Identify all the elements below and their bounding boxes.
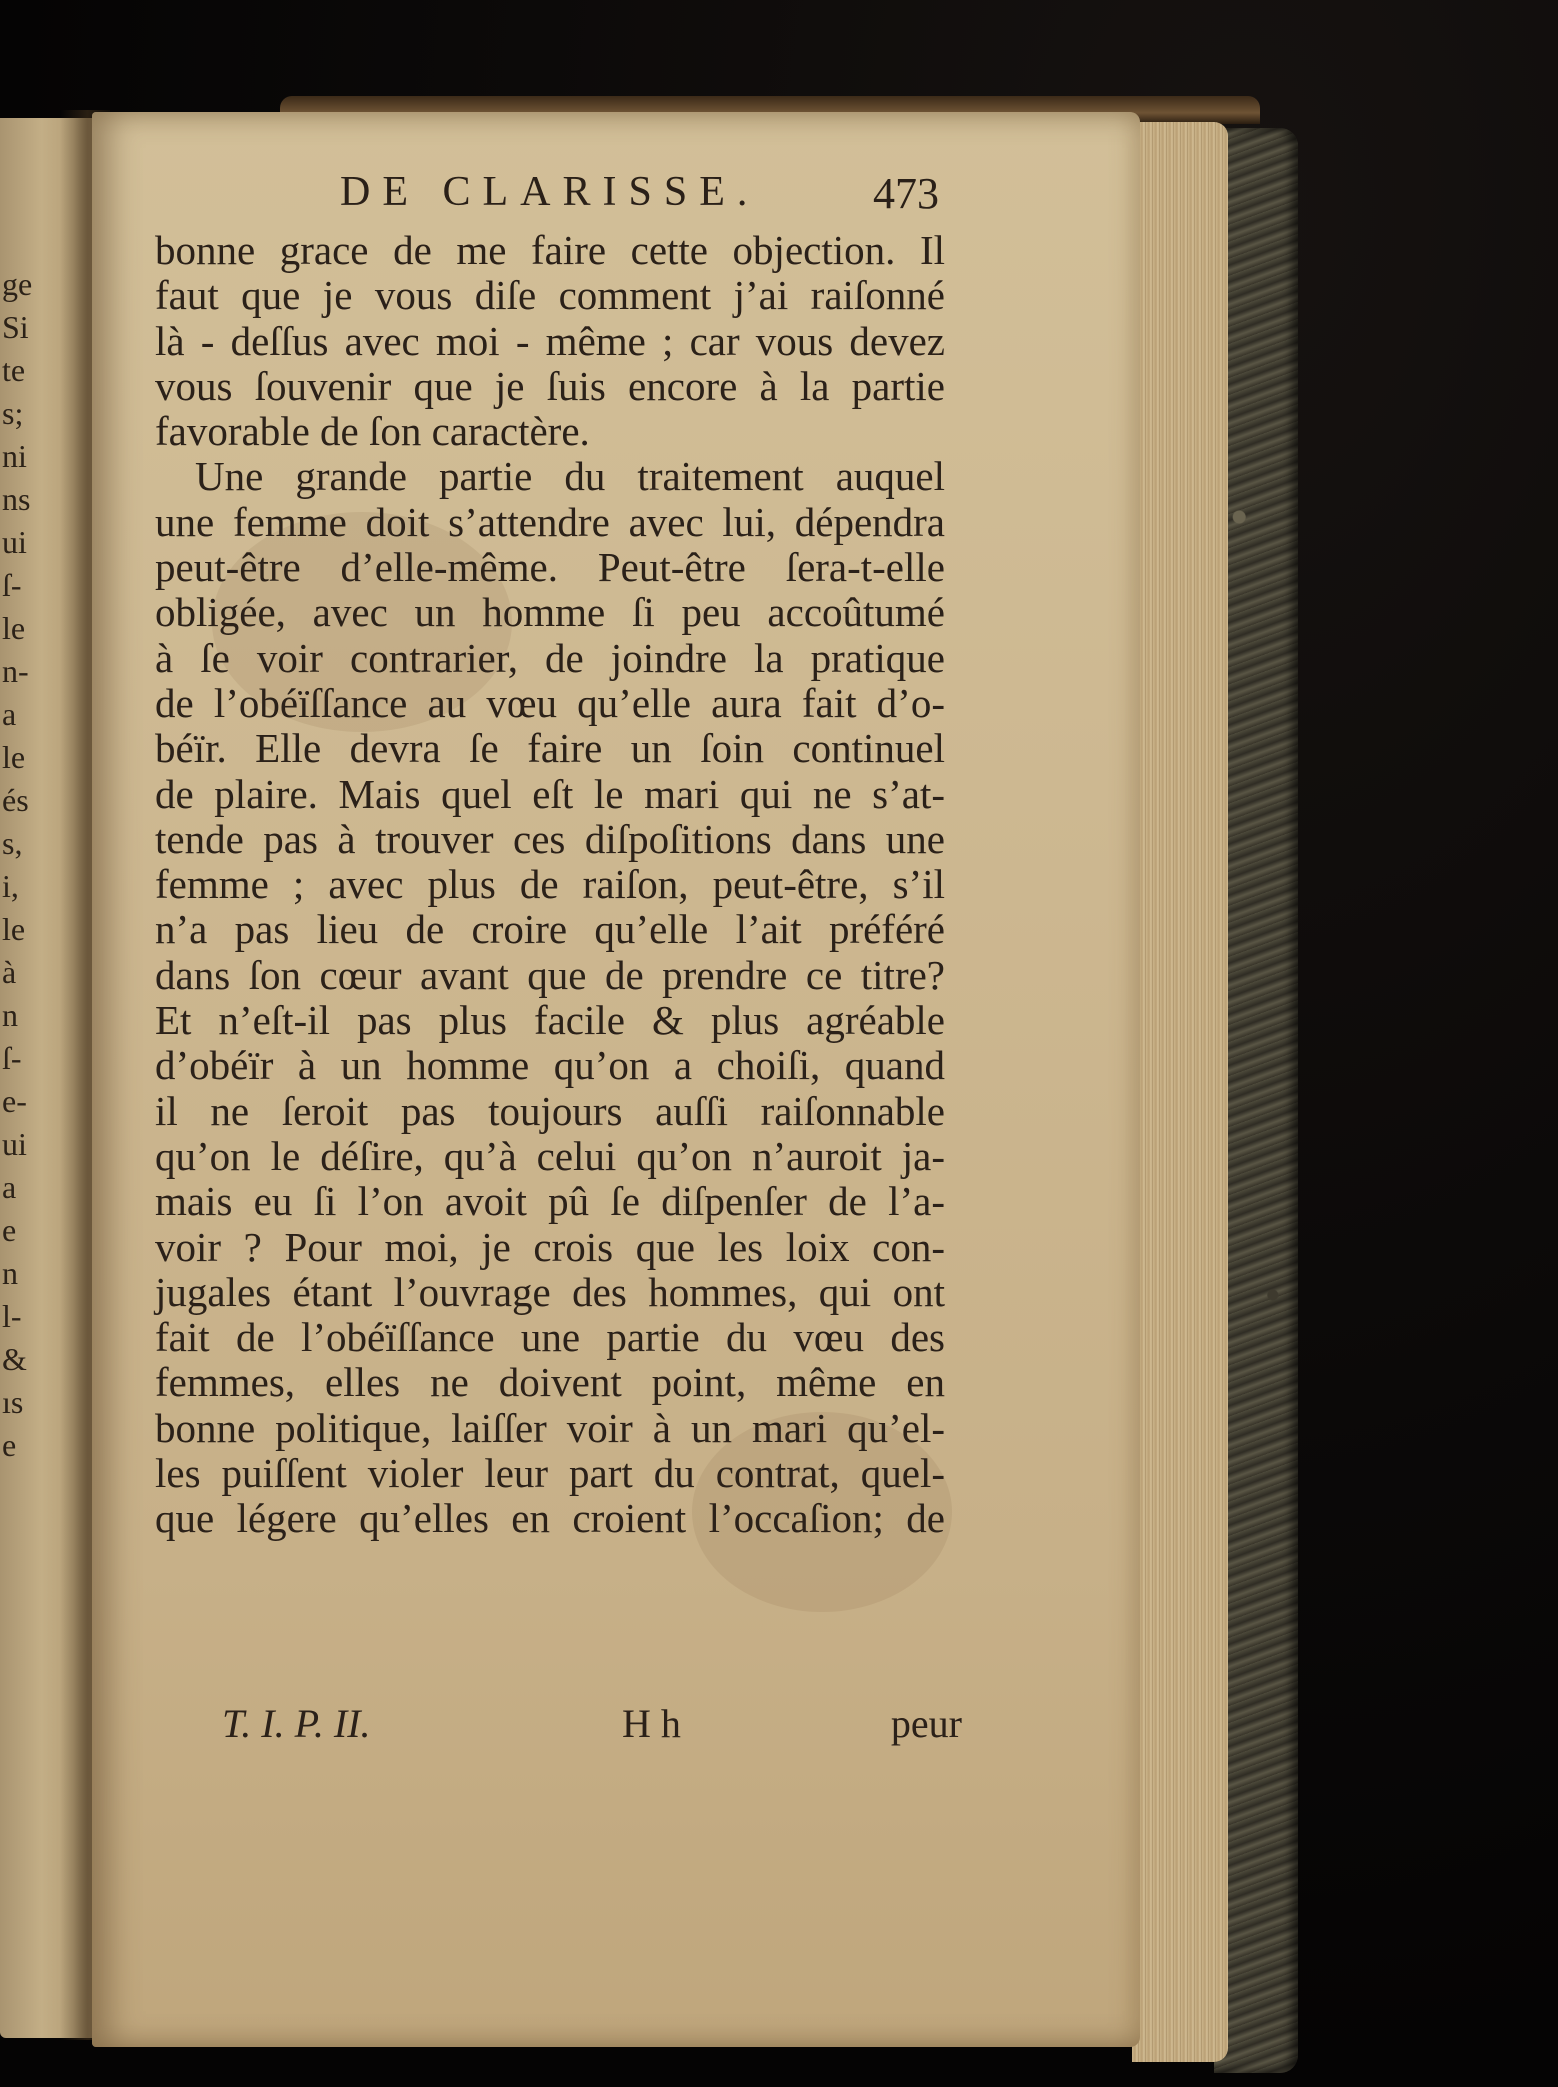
left-page-fragment: le [2,911,26,947]
left-page-fragment: e [2,1212,17,1248]
text-line: femme ; avec plus de raiſon, peut-être, s’il [155,861,945,908]
left-page-fragment: s, [2,825,23,861]
text-line: béïr. Elle devra ſe faire un ſoin continuel [155,725,945,772]
text-line: dans ſon cœur avant que de prendre ce titre? [155,951,945,998]
text-line: n’a pas lieu de croire qu’elle l’ait préféré [155,906,945,953]
left-page-fragment: ıs [2,1384,24,1420]
left-page-fragment: & [2,1341,27,1377]
text-line: bonne grace de me faire cette objection. Il [155,227,945,273]
text-line: les puiſſent violer leur part du contrat, quel- [155,1450,945,1497]
left-page-fragment: e [2,1427,17,1463]
left-page-fragment: i, [2,868,19,904]
text-line: que légere qu’elles en croient l’occaſion; de [155,1495,945,1542]
text-line: là - deſſus avec moi - même ; car vous devez [155,317,945,364]
left-page-fragment: n [2,1255,18,1291]
catchword: peur [890,1701,962,1746]
text-line: qu’on le déſire, qu’à celui qu’on n’auroit ja- [155,1132,945,1179]
text-line: vous ſouvenir que je ſuis encore à la partie [155,362,945,409]
text-line: Une grande partie du traitement auquel [195,453,945,500]
text-line: voir ? Pour moi, je crois que les loix con- [155,1223,945,1270]
left-page-fragment: n- [2,653,29,689]
left-page-fragment: te [2,352,26,388]
text-line: de plaire. Mais quel eſt le mari qui ne s’at- [155,770,945,817]
left-page-fragment: ſ- [2,567,22,603]
left-page-fragment: le [2,610,26,646]
text-line: obligée, avec un homme ſi peu accoûtumé [155,589,945,636]
left-page-fragment: le [2,739,26,775]
text-line: peut-être d’elle-même. Peut-être ſera-t-elle [155,544,945,591]
gathering-mark: H h [622,1701,681,1746]
text-line: Et n’eſt-il pas plus facile & plus agréable [155,997,945,1044]
signature-mark: T. I. P. II. [222,1701,371,1746]
page-edges [1132,122,1228,2062]
left-page-fragment: à [2,954,17,990]
text-line: mais eu ſi l’on avoit pû ſe diſpenſer de l’a- [155,1178,945,1225]
body-text [155,228,945,1542]
left-page-fragment: ſ- [2,1040,22,1076]
left-page-fragment: ns [2,481,31,517]
text-line: une femme doit s’attendre avec lui, dépendra [155,498,945,545]
left-page-fragment: l- [2,1298,22,1334]
left-page-fragment: és [2,782,29,818]
page-number: 473 [873,169,939,218]
text-line: il ne ſeroit pas toujours auſſi raiſonnable [155,1087,945,1134]
left-page-fragment: ge [2,266,33,302]
left-page-fragment: a [2,1169,17,1205]
left-page-fragment: ui [2,1126,27,1162]
left-page-fragment: a [2,696,17,732]
running-head: DE CLARISSE. [340,169,760,215]
text-line: tende pas à trouver ces diſpoſitions dans une [155,815,945,862]
text-line: favorable de ſon caractère. [155,408,590,455]
left-page-fragment: Si [2,309,29,345]
left-page-fragment: e- [2,1083,27,1119]
left-page-fragment: ni [2,438,27,474]
left-page-fragment: s; [2,395,24,431]
text-line: faut que je vous diſe comment j’ai raiſonné [155,272,945,319]
text-line: bonne politique, laiſſer voir à un mari qu’el- [155,1404,945,1451]
text-line: femmes, elles ne doivent point, même en [155,1359,945,1406]
left-page-fragment: n [2,997,18,1033]
text-line: de l’obéïſſance au vœu qu’elle aura fait d’o- [155,679,945,726]
text-line: d’obéïr à un homme qu’on a choiſi, quand [155,1042,945,1089]
text-line: fait de l’obéïſſance une partie du vœu des [155,1314,945,1361]
left-page-fragment: ui [2,524,27,560]
text-line: à ſe voir contrarier, de joindre la pratique [155,634,945,681]
text-line: jugales étant l’ouvrage des hommes, qui ont [155,1268,945,1315]
